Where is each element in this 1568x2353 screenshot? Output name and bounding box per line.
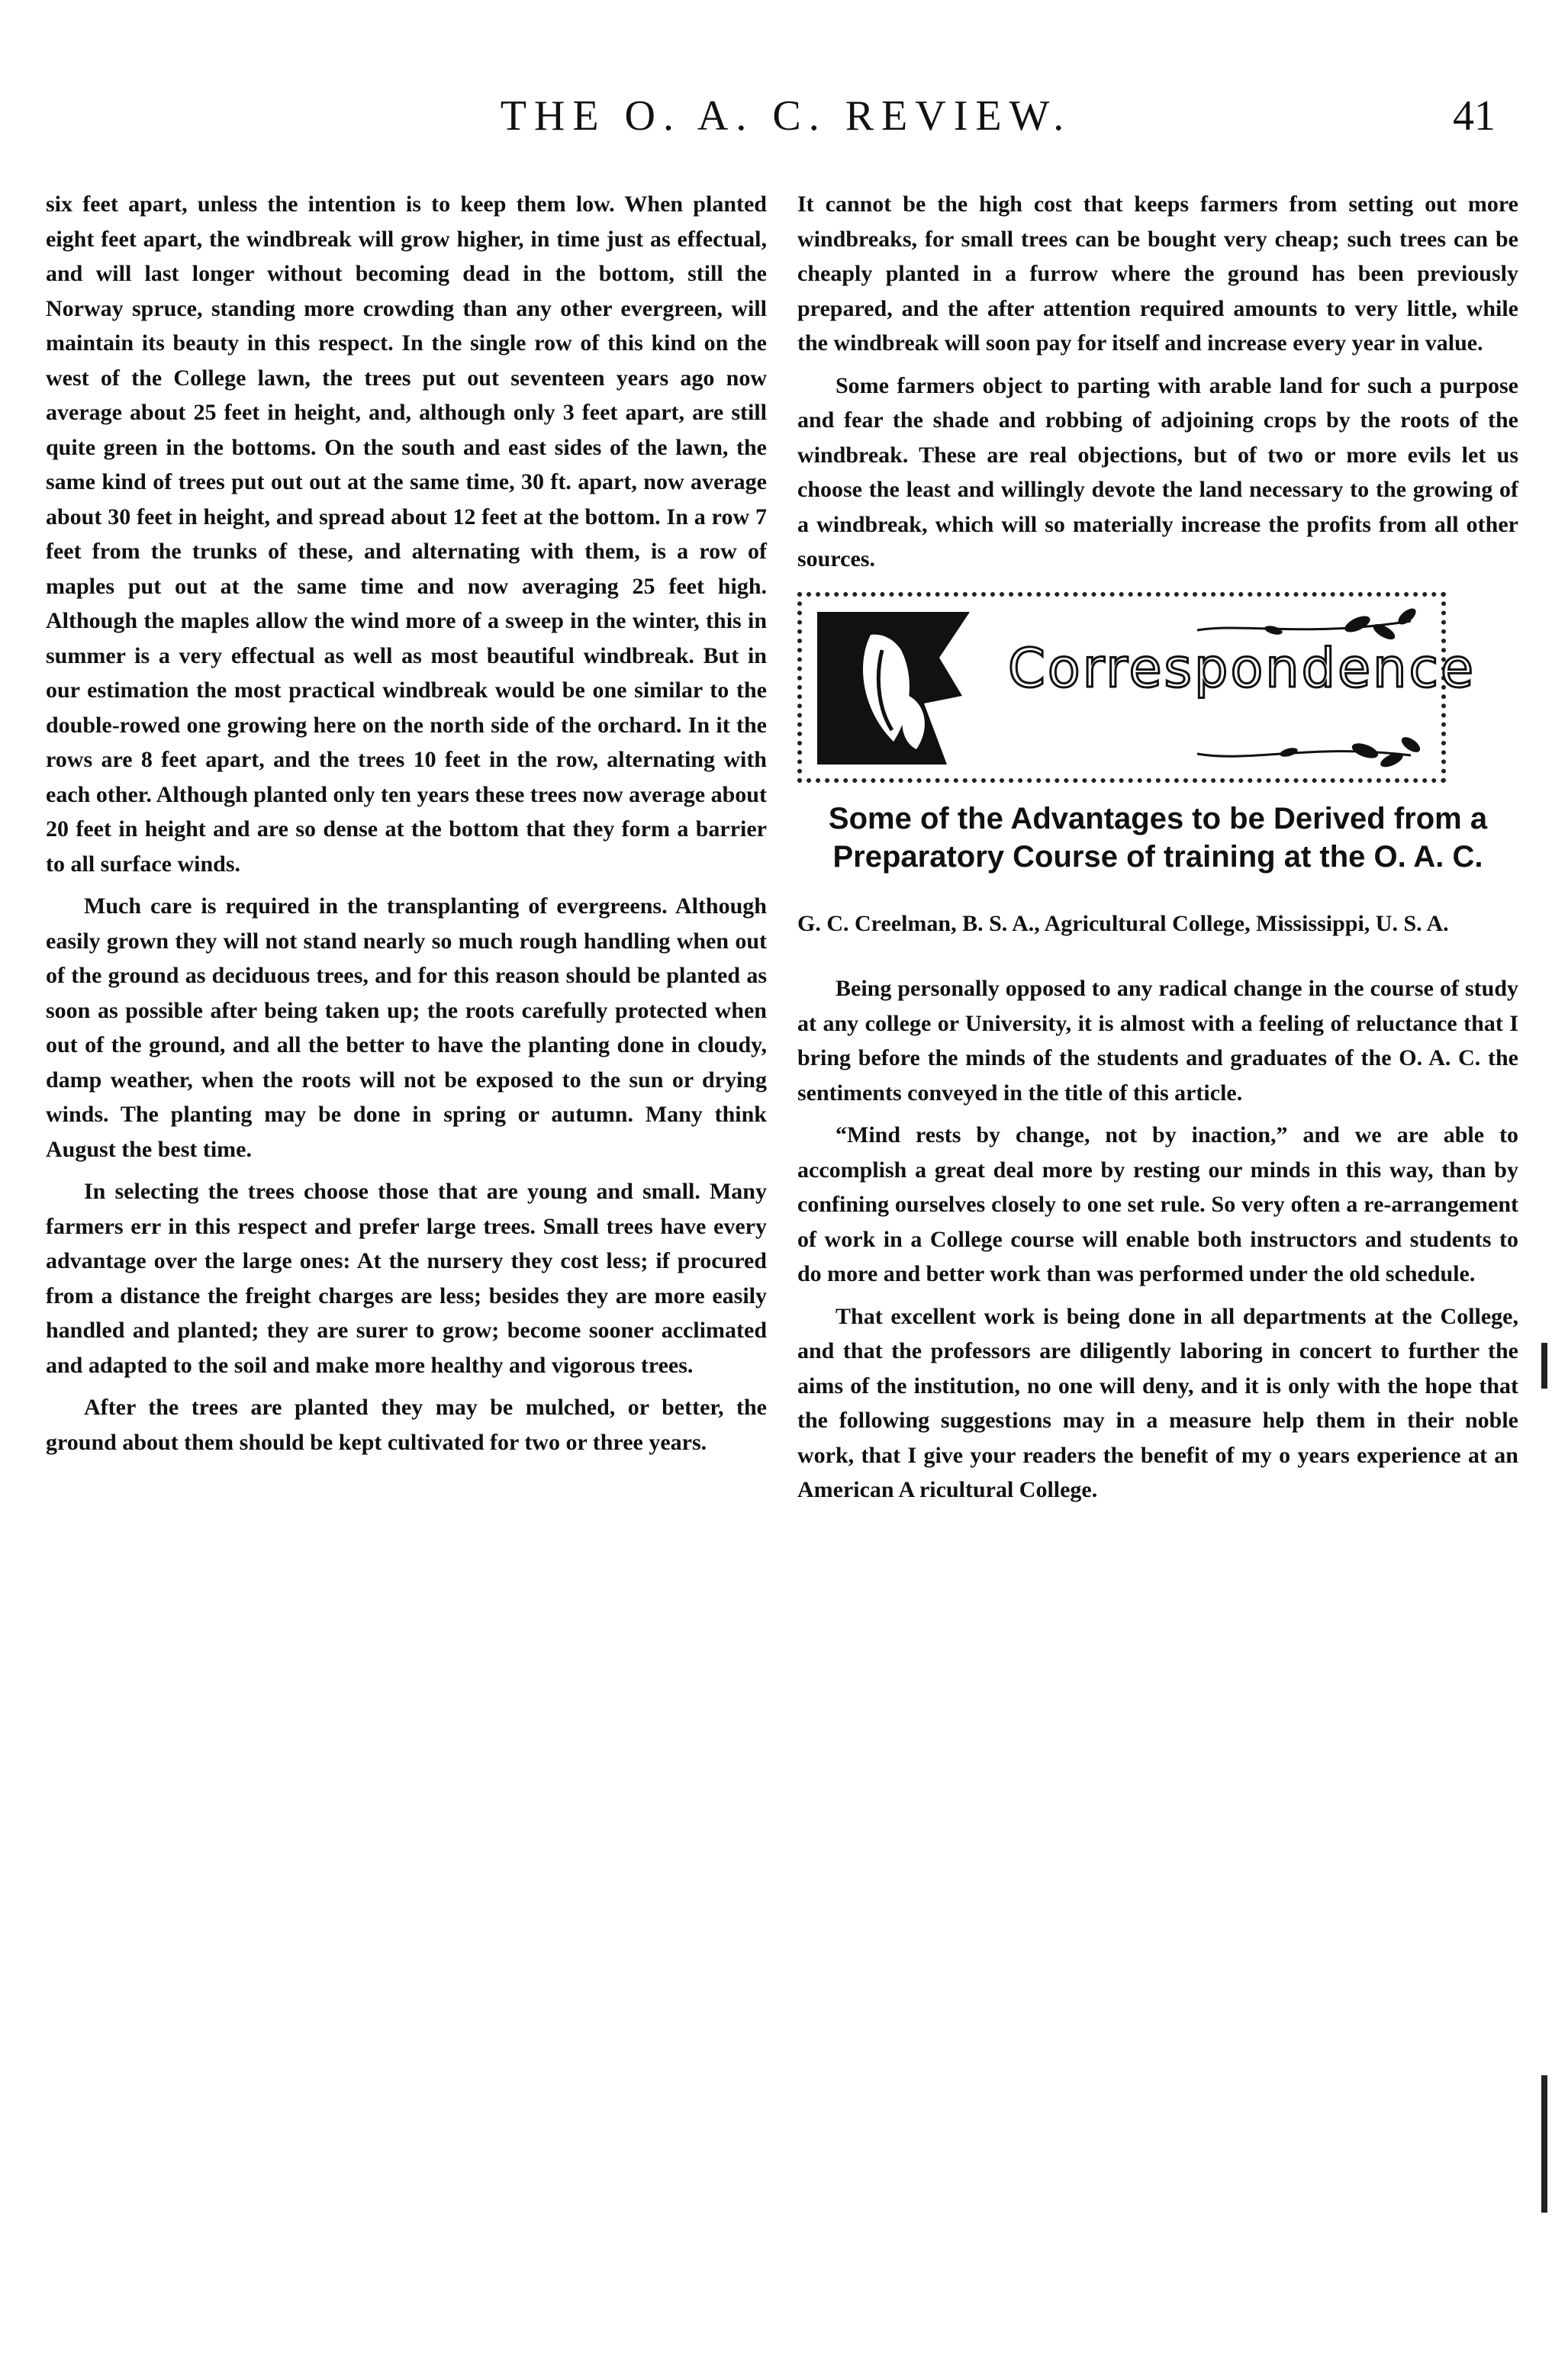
left-column — [46, 187, 767, 1467]
article-title: Some of the Advantages to be Derived from a Preparatory Course of training at the O. A. C. — [828, 801, 1488, 874]
paragraph: Much care is required in the transplanting of evergreens. Although easily grown they will not stand nearly so much rough handling when out of the ground as deciduous trees, and for this reason should be planted as soon as possible after being taken up; the roots carefully protected when out of the ground, and all the better to have the planting done in cloudy, damp weather, when the roots will not be exposed to the sun or drying winds. The planting may be done in spring or autumn. Many think August the best time. — [46, 893, 767, 1162]
margin-speck — [1541, 2075, 1547, 2213]
paragraph: In selecting the trees choose those that are young and small. Many farmers err in this respect and prefer large trees. Small trees have every advantage over the large ones: At the nursery they cost less; if procured from a distance the freight charges are less; besides they are more easily handled and planted; they are surer to grow; become sooner acclimated and adapted to the soil and make more healthy and vigorous trees. — [46, 1179, 767, 1378]
paragraph: “Mind rests by change, not by inaction,” and we are able to accomplish a great deal more by resting our minds in this way, than by confining ourselves closely to one set rule. So very often a re-arrangement of work in a College course will enable both instructors and students to do more and better work than was performed under the old schedule. — [797, 1122, 1518, 1286]
paragraph: After the trees are planted they may be mulched, or better, the ground about them should be kept cultivated for two or three years. — [46, 1395, 767, 1455]
paragraph: That excellent work is being done in all departments at the College, and that the professors are diligently laboring in concert to further the aims of the institution, no one will deny, and it is only with the hope that the following suggestions may in a measure help them in their noble work, that I give your readers the benefit of my o years experience at an American A ricultural College. — [797, 1303, 1518, 1502]
right-column — [797, 187, 1518, 1515]
page-number: 41 — [1453, 92, 1496, 140]
banner-label: Correspondence — [1008, 636, 1476, 700]
journal-title: THE O. A. C. REVIEW. — [500, 92, 1072, 140]
correspondence-banner — [797, 592, 1476, 783]
paragraph: It cannot be the high cost that keeps farmers from setting out more windbreaks, for small trees can be bought very cheap; such trees can be cheaply planted in a furrow where the ground has been previously prepared, and the after attention required amounts to very little, while the windbreak will soon pay for itself and increase every year in value. — [797, 192, 1518, 356]
running-head — [76, 92, 1496, 160]
vine-ornament-icon — [1182, 732, 1426, 771]
paragraph: Some farmers object to parting with arable land for such a purpose and fear the shade and robbing of adjoining crops by the roots of the windbreak. These are real objections, but of two or more evils let us choose the least and willingly devote the land necessary to the growing of a windbreak, which will so materially increase the profits from all other sources. — [797, 372, 1518, 571]
margin-speck — [1541, 1343, 1547, 1389]
paragraph: Being personally opposed to any radical change in the course of study at any college or University, it is almost with a feeling of reluctance that I bring before the minds of the students and graduates of the O. A. C. the sentiments conveyed in the title of this article. — [797, 976, 1518, 1106]
leafy-ornament-icon — [810, 604, 977, 772]
byline: G. C. Creelman, B. S. A., Agricultural College, Mississippi, U. S. A. — [797, 910, 1449, 936]
paragraph: six feet apart, unless the intention is to keep them low. When planted eight feet apart, the windbreak will grow higher, in time just as effectual, and will last longer without becoming dead in the bottom, still the Norway spruce, standing more crowding than any other evergreen, will maintain its beauty in this respect. In the single row of this kind on the west of the College lawn, the trees put out seventeen years ago now average about 25 feet in height, and, although only 3 feet apart, are still quite green in the bottoms. On the south and east sides of the lawn, the same kind of trees put out out at the same time, 30 ft. apart, now average about 30 feet in height, and spread about 12 feet at the bottom. In a row 7 feet from the trunks of these, and alternating with them, is a row of maples put out at the same time and now averaging 25 feet high. Although the maples allow the wind more of a sweep in the winter, this in summer is a very effectual as well as most beautiful windbreak. But in our estimation the most practical windbreak would be one similar to the double-rowed one growing here on the north side of the orchard. In it the rows are 8 feet apart, and the trees 10 feet in the row, alternating with each other. Although planted only ten years these trees now average about 20 feet in height and are so dense at the bottom that they form a barrier to all surface winds. — [46, 192, 767, 877]
